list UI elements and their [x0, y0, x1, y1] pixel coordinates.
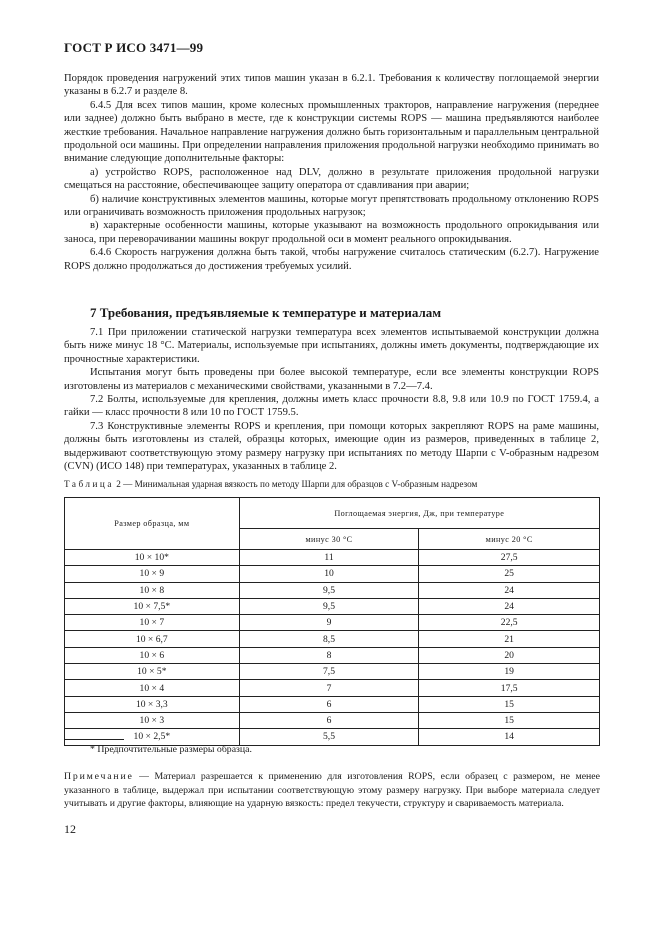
footnote: * Предпочтительные размеры образца. [90, 744, 252, 755]
table-cell: 19 [419, 664, 600, 680]
paragraph: в) характерные особенности машины, которые указывают на возможность продольного опрокидывания или заноса, при переворачивании машины вокруг продольной оси в момент реального опрокидывания. [64, 220, 599, 245]
table-cell: 8 [239, 647, 419, 663]
table-cell: 9,5 [239, 598, 419, 614]
table-caption-label: Таблица [64, 479, 114, 489]
table-row [65, 696, 600, 712]
note-label: Примечание [64, 771, 134, 782]
table-cell: 6 [239, 696, 419, 712]
table-row [65, 631, 600, 647]
table-cell: 24 [419, 582, 600, 598]
paragraph: а) устройство ROPS, расположенное над DLV, должно в результате приложения продольной нагрузки смещаться на расстояние, обеспечивающее защиту оператора от сдавливания при аварии; [64, 166, 599, 192]
table-row [65, 647, 600, 663]
table-cell: 10 × 10* [65, 550, 240, 566]
table-cell: 10 × 9 [65, 566, 240, 582]
table-row [65, 566, 600, 582]
table-cell: 20 [419, 647, 600, 663]
paragraph: 7.2 Болты, используемые для крепления, должны иметь класс прочности 8.8, 9.8 или 10.9 по ГОСТ 1759.4, а гайки — класс прочности 8 или 10 по ГОСТ 1759.5. [64, 394, 599, 419]
table-row [65, 680, 600, 696]
table-cell: 7 [239, 680, 419, 696]
table-row [65, 598, 600, 614]
note-text: — Материал разрешается к применению для изготовления ROPS, если образец с размером, не менее указанного в таблице, выдержал при испытании соответствующую этому размеру нагрузку. При выборе материала следует учитывать и другие факторы, влияющие на ударную вязкость: предел текучести, структуру и свариваемость материала. [64, 771, 600, 809]
table-cell: 10 × 6 [65, 647, 240, 663]
table-cell: 10 × 6,7 [65, 631, 240, 647]
table-cell: 11 [239, 550, 419, 566]
table-cell: 10 × 3 [65, 712, 240, 728]
table-cell: 10 × 2,5* [65, 729, 240, 745]
table-cell: 15 [419, 712, 600, 728]
table-row [65, 550, 600, 566]
table-cell: 10 × 4 [65, 680, 240, 696]
paragraph: б) наличие конструктивных элементов машины, которые могут препятствовать продольному отклонению ROPS или ограничивать возможность приложения продольных нагрузок; [64, 193, 599, 219]
document-header: ГОСТ Р ИСО 3471—99 [64, 40, 204, 55]
table-cell: 22,5 [419, 615, 600, 631]
table-cell: 9 [239, 615, 419, 631]
section-heading: 7 Требования, предъявляемые к температуре и материалам [90, 305, 442, 320]
header-energy: Поглощаемая энергия, Дж, при температуре [239, 498, 599, 529]
table-cell: 25 [419, 566, 600, 582]
table-cell: 6 [239, 712, 419, 728]
table-caption-text: 2 — Минимальная ударная вязкость по методу Шарпи для образцов с V-образным надрезом [116, 479, 478, 489]
table-cell: 9,5 [239, 582, 419, 598]
table-cell: 10 × 7,5* [65, 598, 240, 614]
table-cell: 17,5 [419, 680, 600, 696]
page-number: 12 [64, 822, 76, 836]
table-row [65, 664, 600, 680]
table-cell: 7,5 [239, 664, 419, 680]
body-section-7 [64, 326, 599, 473]
table-row [65, 615, 600, 631]
table-cell: 24 [419, 598, 600, 614]
table-cell: 10 × 7 [65, 615, 240, 631]
table-row [65, 712, 600, 728]
table-note [64, 770, 600, 811]
table-cell: 10 × 8 [65, 582, 240, 598]
paragraph: 6.4.5 Для всех типов машин, кроме колесных промышленных тракторов, направление нагружения (переднее или заднее) должно быть выбрано в месте, где к конструкции системы ROPS — машина предъявляются наиболее жесткие требования. Начальное направление нагружения должно быть горизонтальным и параллельным центральной продольной оси машины. При определении направления приложения продольной нагрузки необходимо принимать во внимание следующие дополнительные факторы: [64, 99, 599, 165]
table-cell: 21 [419, 631, 600, 647]
table-cell: 10 [239, 566, 419, 582]
table-cell: 10 × 5* [65, 664, 240, 680]
paragraph: Порядок проведения нагружений этих типов машин указан в 6.2.1. Требования к количеству поглощаемой энергии указаны в 6.2.7 и разделе 8. [64, 73, 599, 98]
footnote-rule [64, 739, 124, 740]
table-cell: 5,5 [239, 729, 419, 745]
table-cell: 10 × 3,3 [65, 696, 240, 712]
paragraph: 7.3 Конструктивные элементы ROPS и крепления, при помощи которых закрепляют ROPS на раме машины, должны быть изготовлены из сталей, образцы которых, имеющие один из размеров, приведенных в таблице 2, выдерживают соответствующую этому размеру нагрузку при испытаниях по методу Шарпи с V-образным надрезом (CVN) (ИСО 148) при температурах, указанных в таблице 2. [64, 420, 599, 473]
table-cell: 8,5 [239, 631, 419, 647]
table-caption [64, 479, 477, 489]
header-temp-20: минус 20 °С [419, 529, 600, 550]
table-cell: 27,5 [419, 550, 600, 566]
table-row [65, 582, 600, 598]
table-cell: 14 [419, 729, 600, 745]
header-size: Размер образца, мм [65, 498, 240, 550]
table-cell: 15 [419, 696, 600, 712]
paragraph: 7.1 При приложении статической нагрузки температура всех элементов испытываемой конструкции должна быть ниже минус 18 °С. Материалы, используемые при испытаниях, должны иметь документы, подтверждающие их прочностные характеристики. [64, 327, 599, 365]
paragraph: Испытания могут быть проведены при более высокой температуре, если все элементы конструкции ROPS изготовлены из материалов с механическими свойствами, указанными в 7.2—7.4. [64, 367, 599, 392]
body-top [64, 72, 599, 273]
impact-table [64, 497, 600, 746]
paragraph: 6.4.6 Скорость нагружения должна быть такой, чтобы нагружение считалось статическим (6.2.7). Нагружение ROPS должно продолжаться до достижения требуемых усилий. [64, 247, 599, 272]
header-temp-30: минус 30 °С [239, 529, 419, 550]
